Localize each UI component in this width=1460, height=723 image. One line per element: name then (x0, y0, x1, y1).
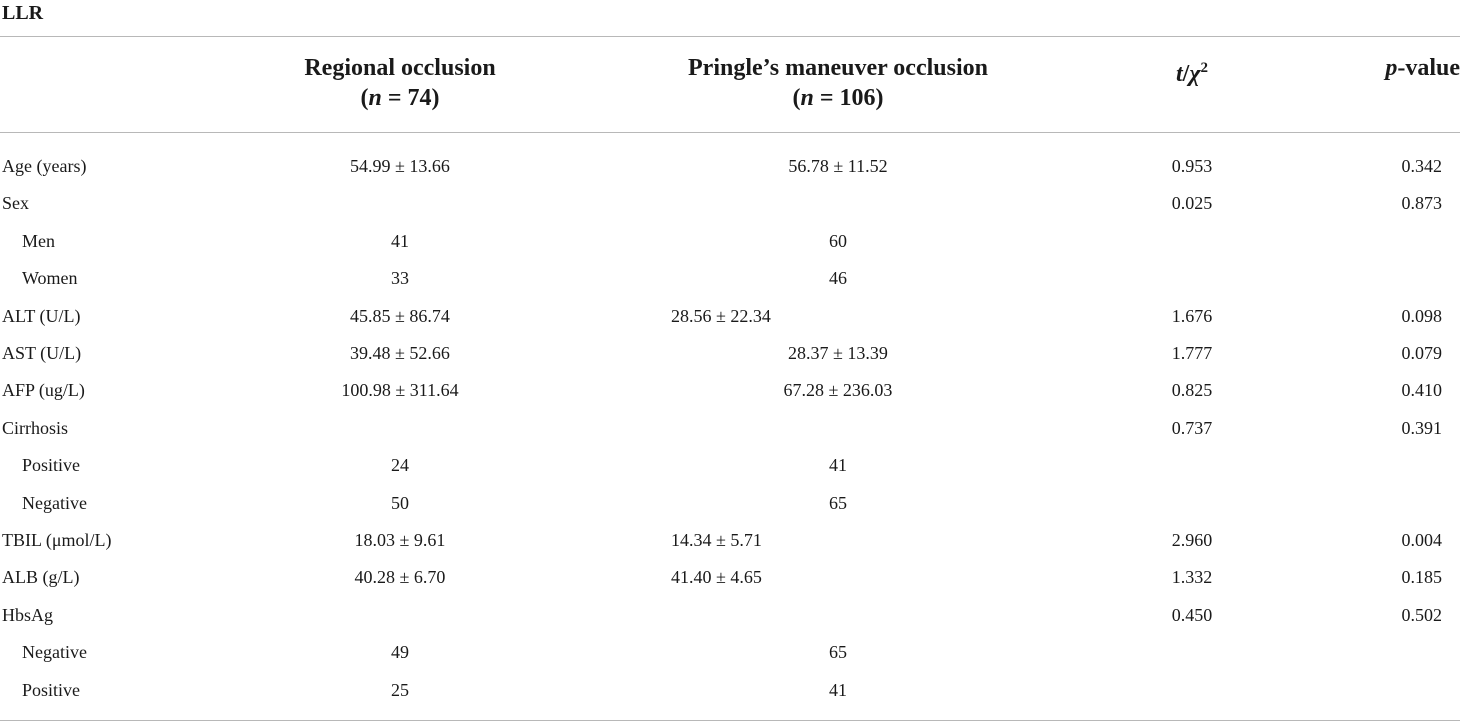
header-pringle-label: Pringle’s maneuver occlusion (688, 55, 988, 81)
test-statistic-cell: 0.953 (1171, 156, 1213, 176)
test-statistic-cell: 0.025 (1171, 193, 1213, 213)
row-label: Women (22, 268, 78, 288)
regional-occlusion-cell: 49 (391, 642, 409, 662)
row-label: HbsAg (2, 605, 54, 625)
pringle-occlusion-cell: 41.40 ± 4.65 (671, 567, 762, 587)
regional-occlusion-cell: 40.28 ± 6.70 (354, 567, 446, 587)
regional-occlusion-cell: 18.03 ± 9.61 (354, 530, 446, 550)
regional-occlusion-cell: 33 (391, 268, 409, 288)
p-value-cell: 0.391 (1401, 418, 1442, 438)
top-rule (0, 36, 1460, 37)
row-label: Cirrhosis (2, 418, 69, 438)
header-regional-occlusion (304, 53, 495, 113)
row-label: Negative (22, 642, 87, 662)
test-statistic-cell: 1.676 (1171, 306, 1213, 326)
test-statistic-cell: 1.777 (1171, 343, 1213, 363)
row-label: ALT (U/L) (2, 306, 81, 326)
header-regional-n: (n = 74) (360, 85, 440, 111)
header-pringle-occlusion (688, 53, 988, 113)
row-label: TBIL (μmol/L) (2, 530, 112, 550)
pringle-occlusion-cell: 65 (829, 642, 847, 662)
p-value-cell: 0.410 (1401, 380, 1442, 400)
regional-occlusion-cell: 45.85 ± 86.74 (350, 306, 450, 326)
regional-occlusion-cell: 24 (391, 455, 409, 475)
row-label: Sex (2, 193, 29, 213)
header-pringle-n: (n = 106) (792, 85, 884, 111)
pringle-occlusion-cell: 56.78 ± 11.52 (788, 156, 888, 176)
p-value-cell: 0.185 (1401, 567, 1442, 587)
p-value-cell: 0.098 (1401, 306, 1442, 326)
test-statistic-cell: 2.960 (1171, 530, 1213, 550)
regional-occlusion-cell: 41 (391, 231, 409, 251)
header-test-statistic: $t/\chi^2$ (1176, 60, 1208, 87)
pringle-occlusion-cell: 14.34 ± 5.71 (671, 530, 762, 550)
row-label: ALB (g/L) (2, 567, 80, 587)
p-value-cell: 0.873 (1401, 193, 1442, 213)
p-value-cell: 0.342 (1401, 156, 1442, 176)
test-statistic-cell: 0.825 (1171, 380, 1213, 400)
pringle-occlusion-cell: 46 (829, 268, 847, 288)
bottom-rule (0, 720, 1460, 721)
pringle-occlusion-cell: 67.28 ± 236.03 (783, 380, 893, 400)
row-label: Positive (22, 680, 81, 700)
pringle-occlusion-cell: 41 (829, 680, 847, 700)
p-value-cell: 0.502 (1401, 605, 1442, 625)
pringle-occlusion-cell: 60 (829, 231, 847, 251)
row-label: Positive (22, 455, 81, 475)
test-statistic-cell: 1.332 (1171, 567, 1213, 587)
regional-occlusion-cell: 25 (391, 680, 409, 700)
header-rule (0, 132, 1460, 133)
regional-occlusion-cell: 100.98 ± 311.64 (341, 380, 459, 400)
pringle-occlusion-cell: 41 (829, 455, 847, 475)
pringle-occlusion-cell: 65 (829, 493, 847, 513)
row-label: AST (U/L) (2, 343, 82, 363)
table-title: LLR (2, 2, 44, 24)
header-p-value: p-value (1385, 55, 1460, 81)
pringle-occlusion-cell: 28.56 ± 22.34 (671, 306, 771, 326)
p-value-cell: 0.004 (1401, 530, 1442, 550)
header-regional-label: Regional occlusion (304, 55, 496, 81)
test-statistic-cell: 0.737 (1171, 418, 1213, 438)
regional-occlusion-cell: 54.99 ± 13.66 (350, 156, 450, 176)
test-statistic-cell: 0.450 (1171, 605, 1213, 625)
pringle-occlusion-cell: 28.37 ± 13.39 (788, 343, 888, 363)
row-label: AFP (ug/L) (2, 380, 85, 400)
row-label: Men (22, 231, 55, 251)
row-label: Negative (22, 493, 87, 513)
row-label: Age (years) (2, 156, 87, 176)
regional-occlusion-cell: 50 (391, 493, 409, 513)
regional-occlusion-cell: 39.48 ± 52.66 (350, 343, 450, 363)
p-value-cell: 0.079 (1401, 343, 1442, 363)
